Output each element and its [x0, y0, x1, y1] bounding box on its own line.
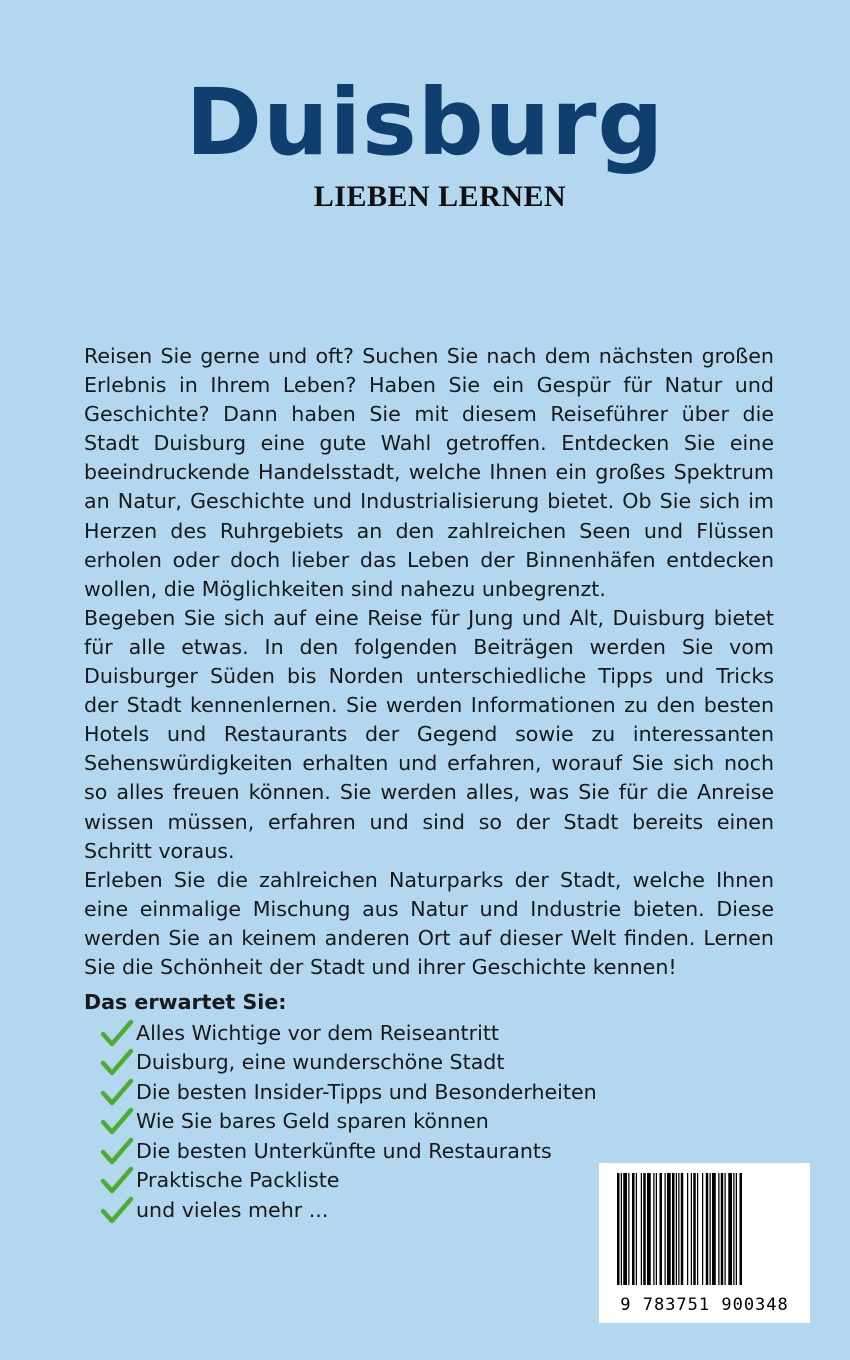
list-item — [100, 1107, 597, 1137]
barcode-bar — [718, 1173, 719, 1285]
list-item-label: Duisburg, eine wunderschöne Stadt — [136, 1050, 505, 1075]
checkmark-icon — [100, 1166, 134, 1194]
list-item-label: Wie Sie bares Geld sparen können — [136, 1109, 489, 1134]
barcode-bar — [656, 1173, 657, 1285]
barcode-bar — [691, 1173, 692, 1285]
blurb-paragraph: Begeben Sie sich auf eine Reise für Jung und Alt, Duisburg bietet für alle etwas. In den folgenden Beiträgen werden Sie vom Duisburger Süden bis Norden unterschiedliche Tipps und Tricks der Stadt kennenlernen. Sie werden Informationen zu den besten Hotels und Restaurants der Gegend sowie zu interessanten Sehenswürdigkeiten erhalten und erfahren, worauf Sie sich noch so alles freuen können. Sie werden alles, was Sie für die Anreise wissen müssen, erfahren und sind so der Stadt bereits einen Schritt voraus. — [84, 605, 774, 863]
blurb-paragraph: Reisen Sie gerne und oft? Suchen Sie nach dem nächsten großen Erlebnis in Ihrem Leben? Haben Sie ein Gespür für Natur und Geschichte? Dann haben Sie mit diesem Reiseführer über die Stadt Duisburg eine gute Wahl getroffen. Entdecken Sie eine beeindruckende Handelsstadt, welche Ihnen ein großes Spektrum an Natur, Geschichte und Industrialisierung bietet. Ob Sie sich im Herzen des Ruhrgebiets an den zahlreichen Seen und Flüssen erholen oder doch lieber das Leben der Binnenhäfen entdecken wollen, die Möglichkeiten sind nahezu unbegrenzt. — [84, 344, 774, 601]
list-item-label: Die besten Unterkünfte und Restaurants — [136, 1138, 552, 1163]
checkmark-icon — [100, 1196, 134, 1224]
barcode-bar — [621, 1173, 622, 1285]
barcode-bar — [676, 1173, 677, 1285]
barcode-bar — [687, 1173, 688, 1285]
expectations-list — [100, 1018, 597, 1225]
book-subtitle: LIEBEN LERNEN — [313, 180, 567, 213]
barcode-bar — [706, 1173, 709, 1285]
list-item-label: Alles Wichtige vor dem Reiseantritt — [136, 1020, 499, 1045]
barcode-bar — [667, 1173, 671, 1285]
barcode-bar — [617, 1173, 620, 1285]
list-item — [100, 1077, 597, 1107]
blurb-paragraph: Erleben Sie die zahlreichen Naturparks der Stadt, welche Ihnen eine einmalige Mischung aus Natur und Industrie bieten. Diese werden Sie an keinem anderen Ort auf dieser Welt finden. Lernen Sie die Schönheit der Stadt und ihrer Geschichte kennen! — [84, 867, 774, 979]
barcode-bar — [725, 1173, 726, 1285]
book-title: Duisburg — [185, 69, 665, 176]
list-item — [100, 1018, 597, 1048]
list-item-label: und vieles mehr ... — [136, 1197, 329, 1222]
barcode-bar — [721, 1173, 724, 1285]
checkmark-icon — [100, 1019, 134, 1047]
barcode-bar — [632, 1173, 635, 1285]
barcode-bar — [660, 1173, 663, 1285]
barcode-bar — [736, 1173, 737, 1285]
barcode-bar — [672, 1173, 675, 1285]
checkmark-icon — [100, 1048, 134, 1076]
barcode-bar — [712, 1173, 716, 1285]
isbn-number: 9 783751 900348 — [620, 1295, 789, 1315]
checkmark-icon — [100, 1078, 134, 1106]
checkmark-icon — [100, 1107, 134, 1135]
barcode-bars — [615, 1173, 794, 1285]
list-item-label: Die besten Insider-Tipps und Besonderheiten — [136, 1079, 597, 1104]
barcode-bar — [653, 1173, 654, 1285]
barcode-bar — [710, 1173, 711, 1285]
barcode-bar — [740, 1173, 743, 1285]
list-item — [100, 1195, 597, 1225]
barcode-bar — [647, 1173, 651, 1285]
checkmark-icon — [100, 1137, 134, 1165]
barcode-bar — [636, 1173, 637, 1285]
barcode-bar — [681, 1173, 684, 1285]
list-item-label: Praktische Packliste — [136, 1168, 340, 1193]
barcode-bar — [697, 1173, 698, 1285]
barcode-bar — [643, 1173, 646, 1285]
barcode-bar — [623, 1173, 627, 1285]
barcode-bar — [702, 1173, 703, 1285]
list-item — [100, 1048, 597, 1078]
barcode-bar — [728, 1173, 732, 1285]
blurb-text — [84, 342, 774, 982]
barcode-bar — [665, 1173, 666, 1285]
barcode-bar — [733, 1173, 734, 1285]
barcode-bar — [678, 1173, 679, 1285]
barcode-bar — [628, 1173, 629, 1285]
expectations-heading: Das erwartet Sie: — [84, 990, 287, 1014]
isbn-barcode — [599, 1163, 810, 1323]
barcode-bar — [641, 1173, 642, 1285]
list-item — [100, 1166, 597, 1196]
barcode-bar — [693, 1173, 696, 1285]
list-item — [100, 1136, 597, 1166]
